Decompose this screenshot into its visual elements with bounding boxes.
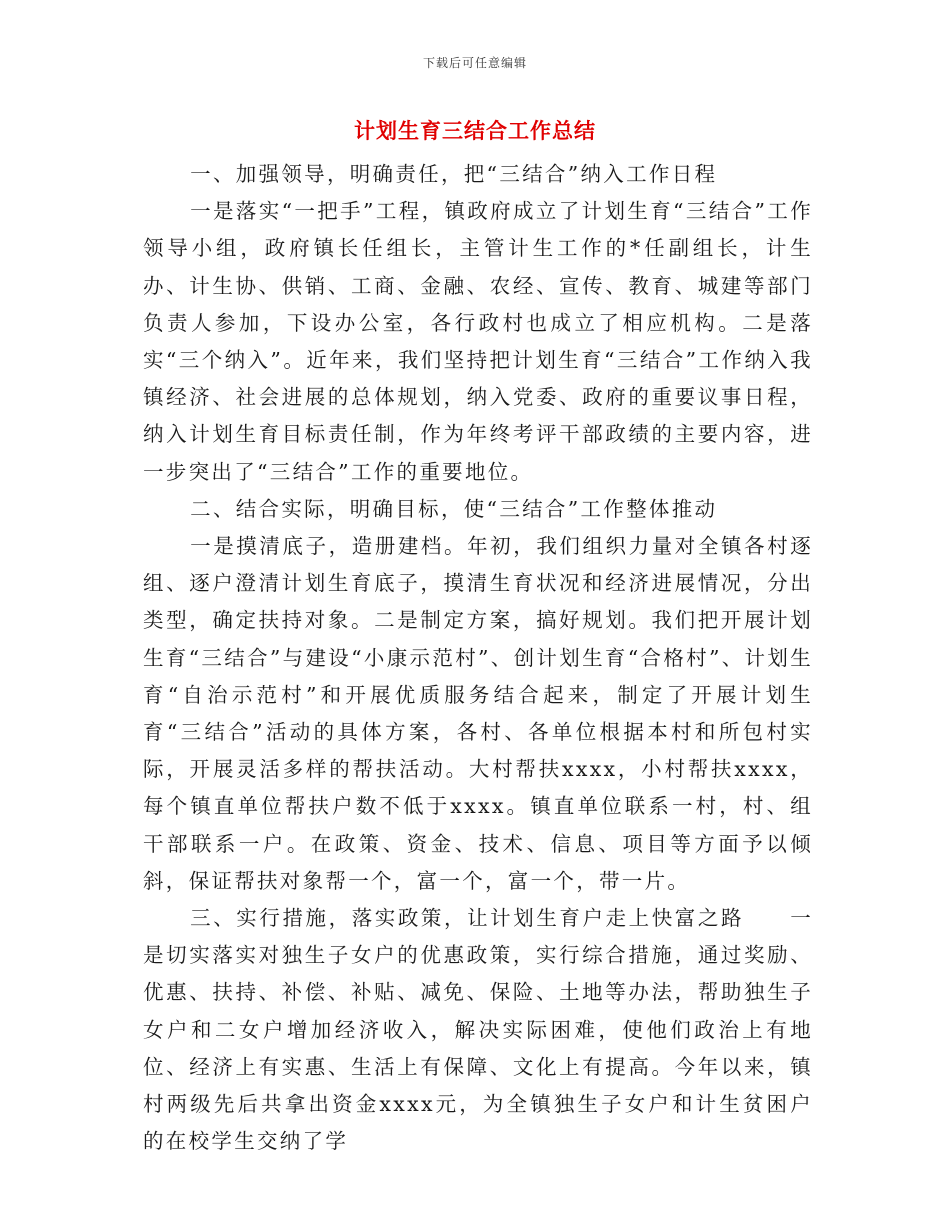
document-title: 计划生育三结合工作总结 — [354, 118, 596, 143]
section-heading-1: 一、加强领导，明确责任，把“三结合”纳入工作日程 — [190, 162, 718, 186]
document-body — [143, 156, 813, 1160]
section-heading-3-paragraph: 三、实行措施，落实政策，让计划生育户走上快富之路 一是切实落实对独生子女户的优惠政策，实行综合措施，通过奖励、优惠、扶持、补偿、补贴、减免、保险、土地等办法，帮助独生子女户和二女户增加经济收入，解决实际困难，使他们政治上有地位、经济上有实惠、生活上有保障、文化上有提高。今年以来，镇村两级先后共拿出资金xxxx元，为全镇独生子女户和计生贫困户的在校学生交纳了学 — [143, 906, 813, 1154]
header-note: 下载后可任意编辑 — [422, 56, 527, 70]
paragraph-2: 一是摸清底子，造册建档。年初，我们组织力量对全镇各村逐组、逐户澄清计划生育底子，摸清生育状况和经济进展情况，分出类型，确定扶持对象。二是制定方案，搞好规划。我们把开展计划生育“三结合”与建设“小康示范村”、创计划生育“合格村”、计划生育“自治示范村”和开展优质服务结合起来，制定了开展计划生育“三结合”活动的具体方案，各村、各单位根据本村和所包村实际，开展灵活多样的帮扶活动。大村帮扶xxxx，小村帮扶xxxx，每个镇直单位帮扶户数不低于xxxx。镇直单位联系一村，村、组干部联系一户。在政策、资金、技术、信息、项目等方面予以倾斜，保证帮扶对象帮一个，富一个，富一个，带一片。 — [143, 534, 813, 893]
section-heading-2: 二、结合实际，明确目标，使“三结合”工作整体推动 — [190, 496, 718, 521]
paragraph-1: 一是落实“一把手”工程，镇政府成立了计划生育“三结合”工作领导小组，政府镇长任组长，主管计生工作的*任副组长，计生办、计生协、供销、工商、金融、农经、宣传、教育、城建等部门负责人参加，下设办公室，各行政村也成立了相应机构。二是落实“三个纳入”。近年来，我们坚持把计划生育“三结合”工作纳入我镇经济、社会进展的总体规划，纳入党委、政府的重要议事日程，纳入计划生育目标责任制，作为年终考评干部政绩的主要内容，进一步突出了“三结合”工作的重要地位。 — [143, 199, 813, 484]
